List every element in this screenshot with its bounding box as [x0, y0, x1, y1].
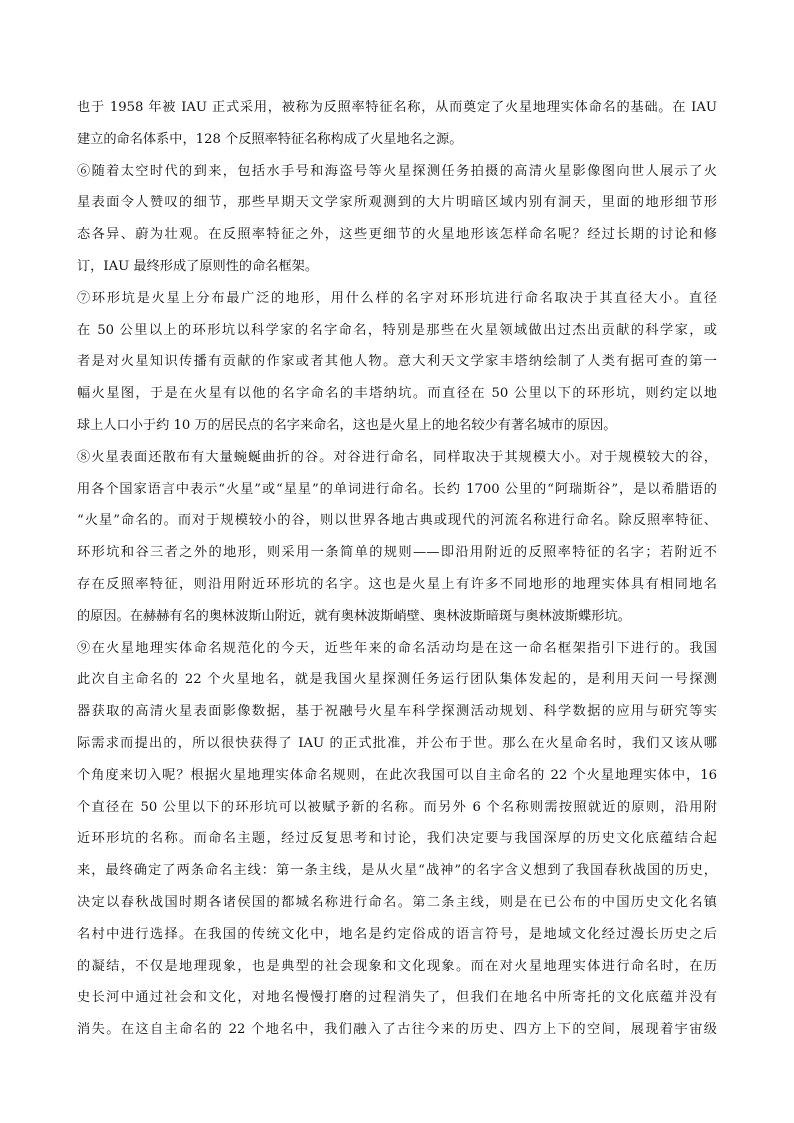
text-line: 近环形坑的名称。而命名主题，经过反复思考和讨论，我们决定要与我国深厚的历史文化底蕴结合起: [77, 831, 717, 847]
text-line: ⑧火星表面还散布有大量蜿蜒曲折的谷。对谷进行命名，同样取决于其规模大小。对于规模较大的谷，: [77, 449, 717, 465]
text-line: 器获取的高清火星表面影像数据，基于祝融号火星车科学探测活动规划、科学数据的应用与研究等实: [77, 704, 717, 720]
text-line: 态各异、蔚为壮观。在反照率特征之外，这些更细节的火星地形该怎样命名呢？经过长期的讨论和修: [77, 227, 717, 243]
text-line: 幅火星图，于是在火星有以他的名字命名的丰塔纳坑。而直径在 50 公里以下的环形坑，则约定以地: [77, 386, 717, 402]
paragraph: [77, 283, 717, 442]
text-line: 名村中进行选择。在我国的传统文化中，地名是约定俗成的语言符号，是地域文化经过漫长历史之后: [77, 926, 717, 942]
text-line: 来，最终确定了两条命名主线：第一条主线，是从火星“战神”的名字含义想到了我国春秋战国的历史，: [77, 863, 717, 879]
text-line: 在 50 公里以上的环形坑以科学家的名字命名，特别是那些在火星领域做出过杰出贡献的科学家，或: [77, 322, 717, 338]
text-line: 用各个国家语言中表示“火星”或“星星”的单词进行命名。长约 1700 公里的“阿瑞斯谷”，是以希腊语的: [77, 481, 717, 497]
text-line: 个角度来切入呢？根据火星地理实体命名规则，在此次我国可以自主命名的 22 个火星地理实体中，16: [77, 767, 717, 783]
text-line: 史长河中通过社会和文化，对地名慢慢打磨的过程消失了，但我们在地名中所寄托的文化底蕴并没有: [77, 990, 717, 1006]
text-line: 个直径在 50 公里以下的环形坑可以被赋予新的名称。而另外 6 个名称则需按照就近的原则，沿用附: [77, 799, 717, 815]
document-body: [77, 92, 717, 1046]
text-line: 环形坑和谷三者之外的地形，则采用一条简单的规则——即沿用附近的反照率特征的名字；若附近不: [77, 545, 717, 561]
text-line: ⑥随着太空时代的到来，包括水手号和海盗号等火星探测任务拍摄的高清火星影像图向世人展示了火: [77, 163, 717, 179]
text-line: 际需求而提出的，所以很快获得了 IAU 的正式批准，并公布于世。那么在火星命名时，我们又该从哪: [77, 735, 717, 751]
text-line: 此次自主命名的 22 个火星地名，就是我国火星探测任务运行团队集体发起的，是利用天问一号探测: [77, 672, 717, 688]
paragraph: [77, 156, 717, 283]
text-line: 的凝结，不仅是地理现象，也是典型的社会现象和文化现象。而在对火星地理实体进行命名时，在历: [77, 958, 717, 974]
paragraph: [77, 92, 717, 156]
text-line: 消失。在这自主命名的 22 个地名中，我们融入了古往今来的历史、四方上下的空间，展现着宇宙级: [77, 1022, 717, 1038]
text-line: 订，IAU 最终形成了原则性的命名框架。: [77, 258, 319, 274]
paragraph: [77, 442, 717, 633]
text-line: 存在反照率特征，则沿用附近环形坑的名字。这也是火星上有许多不同地形的地理实体具有相同地名: [77, 576, 717, 592]
text-line: ⑨在火星地理实体命名规范化的今天，近些年来的命名活动均是在这一命名框架指引下进行的。我国: [77, 640, 717, 656]
text-line: 者是对火星知识传播有贡献的作家或者其他人物。意大利天文学家丰塔纳绘制了人类有据可查的第一: [77, 354, 717, 370]
paragraph: [77, 633, 717, 1046]
text-line: 建立的命名体系中，128 个反照率特征名称构成了火星地名之源。: [77, 131, 463, 147]
text-line: 也于 1958 年被 IAU 正式采用，被称为反照率特征名称，从而奠定了火星地理实体命名的基础。在 IAU: [77, 100, 717, 115]
text-line: 的原因。在赫赫有名的奥林波斯山附近，就有奥林波斯峭壁、奥林波斯暗斑与奥林波斯蝶形坑。: [77, 608, 631, 624]
text-line: 星表面令人赞叹的细节，那些早期天文学家所观测到的大片明暗区域内别有洞天，里面的地形细节形: [77, 195, 717, 211]
text-line: 决定以春秋战国时期各诸侯国的都城名称进行命名。第二条主线，则是在已公布的中国历史文化名镇: [77, 894, 717, 910]
text-line: 球上人口小于约 10 万的居民点的名字来命名，这也是火星上的地名较少有著名城市的原因。: [77, 417, 617, 433]
text-line: ⑦环形坑是火星上分布最广泛的地形，用什么样的名字对环形坑进行命名取决于其直径大小。直径: [77, 290, 717, 306]
text-line: “火星”命名的。而对于规模较小的谷，则以世界各地古典或现代的河流名称进行命名。除反照率特征、: [77, 513, 717, 529]
